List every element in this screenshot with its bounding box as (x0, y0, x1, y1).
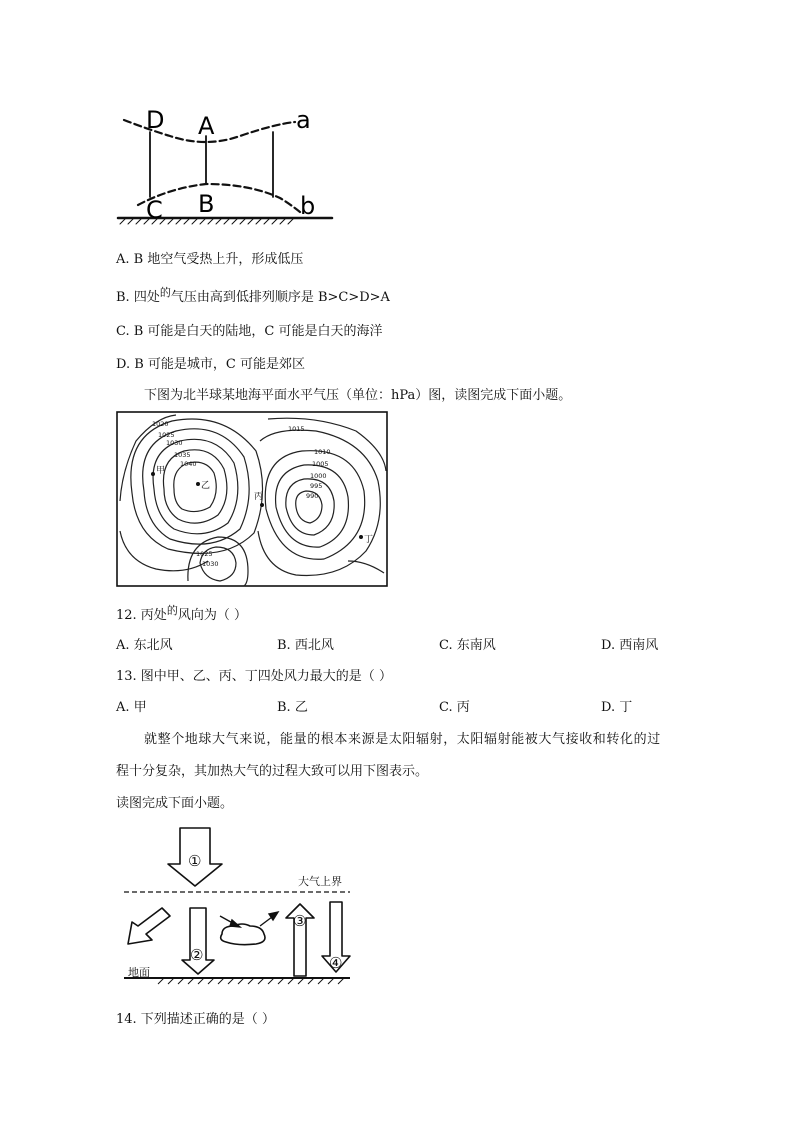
q12-option-d[interactable]: D. 西南风 (601, 638, 659, 653)
point-yi (196, 482, 200, 486)
q12-stem-pre: 12. 丙处 (116, 608, 167, 623)
isobar-label-1035: 1035 (174, 451, 191, 459)
q12-stem (116, 604, 247, 623)
isobar-label-1020: 1020 (152, 420, 169, 428)
isobar-label-1040: 1040 (180, 460, 197, 468)
isobar-label-990: 990 (306, 492, 319, 500)
isobar-intro: 下图为北半球某地海平面水平气压（单位：hPa）图，读图完成下面小题。 (144, 388, 572, 403)
fig1-label-C: C (146, 196, 163, 224)
place-ding: 丁 (364, 535, 374, 545)
q13-option-a[interactable]: A. 甲 (116, 700, 147, 715)
arrow-label-2: ② (190, 946, 204, 964)
isobar-label-1015: 1015 (288, 425, 305, 433)
heat-intro-line2: 程十分复杂，其加热大气的过程大致可以用下图表示。 (116, 764, 429, 779)
prev-option-d: D. B 可能是城市，C 可能是郊区 (116, 357, 305, 372)
fig1-label-D: D (146, 106, 165, 134)
arrow-2-ground-absorption (182, 908, 214, 974)
thermal-circulation-figure (110, 100, 340, 230)
q13-option-c[interactable]: C. 丙 (439, 700, 470, 715)
isobar-label-1005: 1005 (312, 460, 329, 468)
fig1-label-A: A (198, 112, 215, 140)
arrow-label-4: ④ (329, 954, 343, 972)
prev-option-a: A. B 地空气受热上升，形成低压 (116, 252, 304, 267)
q13-option-b[interactable]: B. 乙 (277, 700, 308, 715)
prev-option-b-post: 气压由高到低排列顺序是 B>C>D>A (170, 290, 390, 305)
ground-label: 地面 (128, 966, 150, 979)
q14-stem: 14. 下列描述正确的是（ ） (116, 1012, 275, 1027)
isobar-label-1030-b: 1030 (202, 560, 219, 568)
q12-option-a[interactable]: A. 东北风 (116, 638, 173, 653)
arrow-label-1: ① (188, 852, 202, 870)
isobar-label-995: 995 (310, 482, 323, 490)
arrow-reflected (128, 908, 170, 944)
isobar-label-1000: 1000 (310, 472, 327, 480)
atmosphere-top-label: 大气上界 (298, 875, 342, 888)
point-bing (260, 503, 264, 507)
heat-intro-line1: 就整个地球大气来说，能量的根本来源是太阳辐射，太阳辐射能被大气接收和转化的过 (144, 732, 661, 747)
cloud-shape (221, 924, 265, 945)
prev-option-b (116, 286, 390, 305)
q13-option-d[interactable]: D. 丁 (601, 700, 633, 715)
read-prompt: 读图完成下面小题。 (116, 796, 234, 811)
q12-stem-post: 风向为（ ） (177, 608, 247, 623)
isobar-map (116, 411, 388, 587)
atmosphere-heating-diagram (118, 822, 358, 988)
q12-option-b[interactable]: B. 西北风 (277, 638, 334, 653)
place-jia: 甲 (156, 466, 166, 476)
isobar-label-1025-b: 1025 (196, 550, 213, 558)
point-jia (151, 472, 155, 476)
q13-stem: 13. 图中甲、乙、丙、丁四处风力最大的是（ ） (116, 669, 392, 684)
place-yi: 乙 (201, 481, 211, 491)
isobar-label-1025: 1025 (158, 431, 175, 439)
isobar-label-1010: 1010 (314, 448, 331, 456)
prev-option-b-pre: B. 四处 (116, 290, 160, 305)
fig1-label-B: B (198, 190, 215, 218)
fig1-label-b: b (300, 192, 316, 220)
point-ding (359, 535, 363, 539)
fig1-label-a: a (296, 106, 311, 134)
isobar-label-1030: 1030 (166, 439, 183, 447)
prev-option-c: C. B 可能是白天的陆地，C 可能是白天的海洋 (116, 324, 383, 339)
q12-option-c[interactable]: C. 东南风 (439, 638, 496, 653)
place-bing: 丙 (254, 492, 264, 502)
q12-stem-sup: 的 (166, 604, 178, 617)
arrow-label-3: ③ (293, 912, 307, 930)
prev-option-b-sup: 的 (159, 286, 171, 299)
